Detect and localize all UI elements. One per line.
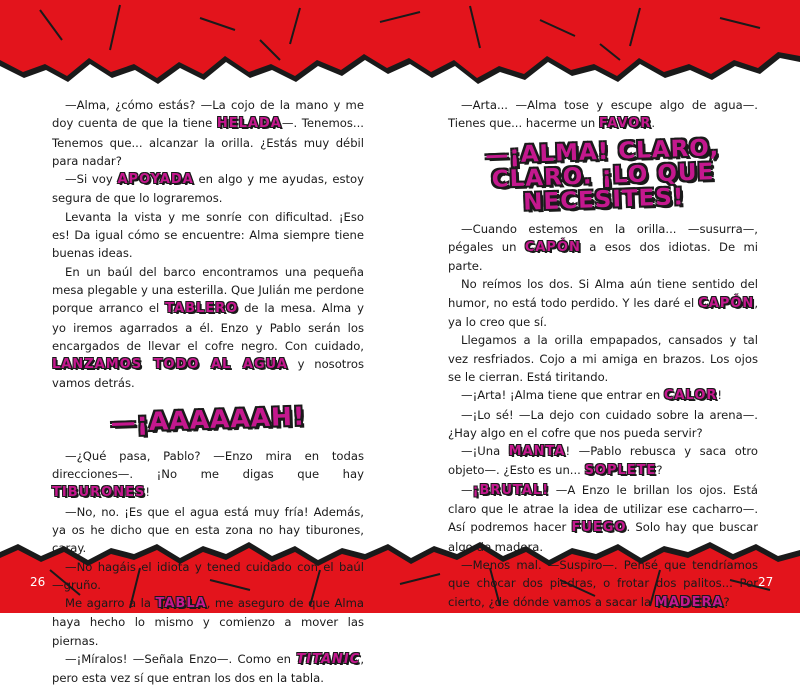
paragraph: —¡Míralos! —Señala Enzo—. Como en TITANIC, pero esta vez sí que entran los dos en la tabla. <box>52 652 364 686</box>
paragraph: —Menos mal. —Suspiro—. Pensé que tendríamos que chocar dos piedras, o frotar dos palitos... Por cierto, ¿de dónde vamos a sacar la MADERA? <box>448 557 758 610</box>
highlight-word: FAVOR <box>598 116 652 132</box>
highlight-phrase: LANZAMOS TODO AL AGUA <box>52 357 288 373</box>
highlight-word: TITANIC <box>296 652 361 668</box>
highlight-word: FUEGO <box>571 520 627 536</box>
highlight-word: ¡BRUTAL! <box>472 482 550 498</box>
highlight-word: SOPLETE <box>584 463 657 479</box>
top-red-border-decoration <box>0 0 800 92</box>
highlight-word: MANTA <box>508 444 566 460</box>
paragraph: —No hagáis el idiota y tened cuidado con el baúl —gruño. <box>52 559 364 592</box>
paragraph: Levanta la vista y me sonríe con dificultad. ¡Eso es! Da igual cómo se encuentre: Alma siempre tiene buenas ideas. <box>52 209 364 261</box>
paragraph: —Arta... —Alma tose y escupe algo de agua—. Tienes que... hacerme un FAVOR. <box>448 98 758 132</box>
highlight-word: APOYADA <box>117 172 194 188</box>
highlight-word: CAPÓN <box>698 295 755 311</box>
highlight-word: MADERA <box>654 594 724 610</box>
highlight-word: TABLA <box>155 596 207 612</box>
paragraph: —Alma, ¿cómo estás? —La cojo de la mano y me doy cuenta de que la tiene HELADA—. Tenemos... Tenemos que... alcanzar la orilla. ¿Estás muy débil para nadar? <box>52 98 364 168</box>
paragraph: —¡Una MANTA! —Pablo rebusca y saca otro objeto—. ¿Esto es un... SOPLETE? <box>448 444 758 479</box>
paragraph: En un baúl del barco encontramos una pequeña mesa plegable y una esterilla. Que Julián me perdone porque arranco el TABLERO de la mesa. Alma y yo iremos agarrados a él. Enzo y Pablo serán los encargados de llevar el cofre negro. Con cuidado, LANZAMOS TODO AL AGUA y nosotros vamos detrás. <box>52 264 365 391</box>
paragraph: —¿Qué pasa, Pablo? —Enzo mira en todas direcciones—. ¡No me digas que hay TIBURONES! <box>52 448 364 501</box>
highlight-word: TABLERO <box>165 301 239 317</box>
highlight-word: HELADA <box>216 116 282 132</box>
paragraph: Llegamos a la orilla empapados, cansados y tal vez resfriados. Cojo a mi amiga en brazos. Los ojos se le cierran. Está tiritando. <box>448 333 758 384</box>
paragraph: Me agarro a la TABLA, me aseguro de que Alma haya hecho lo mismo y comienzo a mover las piernas. <box>52 596 365 648</box>
right-page <box>448 96 758 612</box>
paragraph: No reímos los dos. Si Alma aún tiene sentido del humor, no está todo perdido. Y les daré el CAPÓN, ya lo creo que sí. <box>448 277 758 330</box>
exclamation-heading: —¡AAAAAAH! <box>110 401 306 438</box>
paragraph: —¡Lo sé! —La dejo con cuidado sobre la arena—. ¿Hay algo en el cofre que nos pueda servir? <box>448 407 758 440</box>
highlight-word: TIBURONES <box>52 485 146 501</box>
paragraph: —No, no. ¡Es que el agua está muy fría! Además, ya os he dicho que en esta zona no hay tiburones, caray. <box>52 504 364 556</box>
paragraph: —¡BRUTAL! —A Enzo le brillan los ojos. Está claro que le atrae la idea de utilizar ese cacharro—. Así podremos hacer FUEGO. Solo hay que buscar algo de madera. <box>448 482 758 554</box>
highlight-word: CALOR <box>663 388 718 404</box>
paragraph: —Si voy APOYADA en algo y me ayudas, estoy segura de que lo lograremos. <box>52 172 364 206</box>
highlight-word: CAPÓN <box>524 239 581 255</box>
exclamation-heading: —¡ALMA! CLARO, CLARO. ¡LO QUE NECESITES! <box>484 134 720 216</box>
left-page <box>52 96 364 688</box>
page-number: 27 <box>758 575 774 589</box>
page-number: 26 <box>30 575 46 589</box>
paragraph: —¡Arta! ¡Alma tiene que entrar en CALOR! <box>461 388 723 404</box>
paragraph: —Cuando estemos en la orilla... —susurra—, pégales un CAPÓN a esos dos idiotas. De mi parte. <box>448 221 758 274</box>
